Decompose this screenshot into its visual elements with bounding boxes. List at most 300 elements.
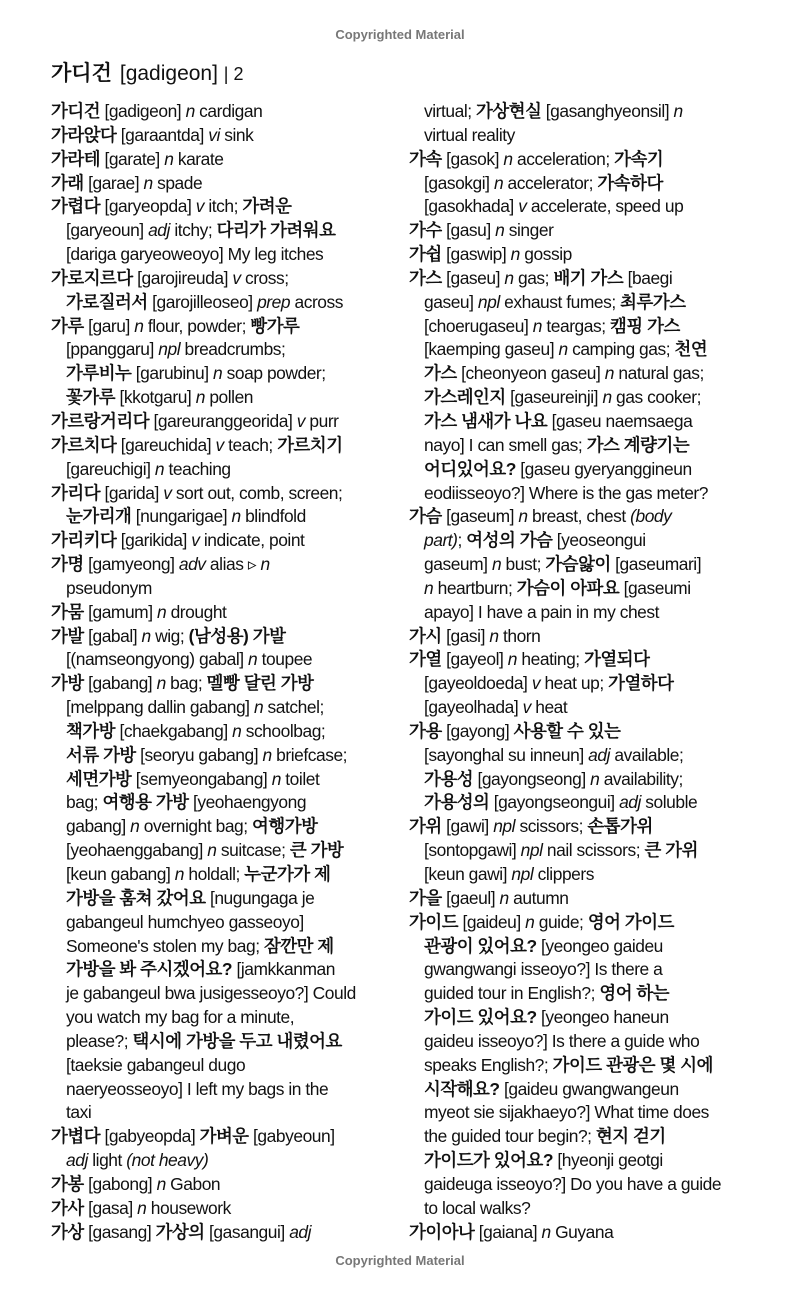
korean-term: (남성용) 가발 — [188, 625, 286, 646]
entry-text: breadcrumbs; — [180, 339, 286, 360]
entry-continuation-line — [409, 863, 754, 887]
entry-text: [gasokhada] — [424, 196, 519, 217]
entry-text: myeot sie sijakhaeyo?] What time does — [424, 1102, 709, 1123]
entry-text: exhaust fumes; — [499, 291, 621, 312]
entry-text: heating; — [517, 649, 585, 670]
korean-term: 가용성의 — [424, 792, 490, 813]
entry-text: [gasang] — [83, 1221, 156, 1242]
entry-text: [gareuchida] — [116, 434, 216, 455]
entry-text: [gaeul] — [441, 887, 500, 908]
korean-term: 가스레인지 — [424, 387, 506, 408]
korean-term: 어디있어요? — [424, 458, 516, 479]
korean-term: 현지 걷기 — [595, 1126, 666, 1147]
entry-continuation-line — [51, 505, 396, 529]
entry-text: teargas; — [542, 315, 611, 336]
entry-text: [gaswip] — [441, 244, 511, 265]
korean-term: 큰 가위 — [644, 840, 698, 861]
entry-text: [gasi] — [441, 625, 490, 646]
entry-text: naeryeosseoyo] I left my bags in the — [66, 1078, 329, 1099]
entry-text: [gadigeon] — [100, 101, 186, 121]
entry-text: bust; — [501, 554, 546, 575]
part-of-speech: npl — [511, 864, 534, 884]
part-of-speech: n — [262, 744, 272, 765]
entry-continuation-line — [409, 482, 754, 506]
entry-text: [gayeolhada] — [424, 697, 523, 718]
part-of-speech: n — [253, 697, 264, 718]
entry-text: [gaseumari] — [610, 554, 702, 575]
entry-text: cardigan — [194, 101, 263, 121]
entry-continuation-line — [51, 338, 396, 362]
entry-text: teaching — [164, 458, 231, 479]
part-of-speech: v — [518, 196, 527, 217]
korean-term: 가위 — [409, 816, 442, 837]
korean-term: 가스 계량기는 — [586, 434, 690, 455]
entry-continuation-line — [51, 744, 396, 768]
korean-term: 손톱가위 — [587, 816, 653, 837]
korean-term: 가르랑거리다 — [51, 410, 150, 431]
part-of-speech: n — [195, 387, 205, 408]
entry-text: [gasok] — [441, 148, 504, 169]
entry-continuation-line — [51, 291, 396, 315]
entry-text: guided tour in English?; — [424, 983, 600, 1004]
part-of-speech: adj — [289, 1221, 312, 1242]
entry-continuation-line — [51, 648, 396, 672]
korean-term: 멜빵 달린 가방 — [206, 673, 314, 694]
entry-continuation-line — [409, 1101, 754, 1125]
entry-text: [gasu] — [441, 220, 496, 241]
korean-term: 가을 — [409, 887, 442, 908]
entry-continuation-line — [51, 815, 396, 839]
entry-continuation-line — [409, 1006, 754, 1030]
entry-text: to local walks? — [424, 1197, 531, 1218]
entry-continuation-line — [409, 458, 754, 482]
entry-line — [409, 625, 754, 649]
entry-text: gwangwangi isseoyo?] Is there a — [424, 959, 663, 980]
korean-term: 가속하다 — [597, 172, 663, 193]
entry-continuation-line — [409, 172, 754, 196]
entry-text: [keun gawi] — [424, 864, 512, 884]
korean-term: 여행가방 — [252, 816, 318, 837]
korean-term: 가이드 있어요? — [424, 1007, 537, 1028]
part-of-speech: n — [503, 148, 513, 169]
entry-continuation-line — [409, 386, 754, 410]
entry-text: [gabyeopda] — [100, 1126, 200, 1147]
korean-term: 가방을 훔쳐 갔어요 — [66, 887, 206, 908]
entry-text: [nugungaga je — [205, 887, 315, 908]
entry-text: sort out, comb, screen; — [171, 482, 343, 503]
copyright-notice-bottom: Copyrighted Material — [335, 1253, 465, 1268]
entry-line — [51, 267, 396, 291]
korean-term: 천연 — [674, 339, 708, 360]
entry-text: [yeohaengyong — [188, 792, 307, 813]
korean-term: 여행용 가방 — [102, 792, 189, 813]
entry-continuation-line — [409, 1030, 754, 1054]
part-of-speech: n — [604, 363, 615, 384]
entry-text: soluble — [640, 792, 698, 813]
entry-text: wig; — [150, 625, 189, 646]
entry-text: accelerator; — [503, 172, 598, 193]
korean-term: 가루 — [51, 315, 84, 336]
entry-text: [dariga garyeoweoyo] My leg itches — [66, 244, 324, 265]
entry-text: cross; — [240, 267, 289, 288]
part-of-speech: n — [525, 911, 535, 932]
part-of-speech: n — [130, 816, 140, 837]
entry-line — [51, 195, 396, 219]
entry-text: [garu] — [83, 315, 135, 336]
entry-text: soap powder; — [222, 363, 326, 384]
entry-continuation-line — [409, 315, 754, 339]
korean-term: 영어 하는 — [599, 983, 670, 1004]
entry-line — [51, 410, 396, 434]
entry-text: available; — [610, 744, 684, 765]
entry-continuation-line — [51, 935, 396, 959]
entry-line — [51, 1197, 396, 1221]
korean-term: 가명 — [51, 554, 84, 575]
korean-term: 눈가리개 — [66, 506, 132, 527]
korean-term: 배기 가스 — [553, 267, 624, 288]
entry-continuation-line — [51, 1030, 396, 1054]
entry-text: [gayeoldoeda] — [424, 673, 532, 694]
part-of-speech: v — [195, 196, 204, 217]
korean-term: 가시 — [409, 625, 442, 646]
entry-continuation-line — [409, 935, 754, 959]
entry-continuation-line — [409, 434, 754, 458]
part-of-speech: (not heavy) — [126, 1150, 209, 1171]
dictionary-column-left — [51, 100, 396, 1245]
entry-continuation-line — [409, 100, 754, 124]
entry-text: suitcase; — [216, 840, 290, 861]
korean-term: 가이드 관광은 몇 시에 — [552, 1054, 713, 1075]
part-of-speech: n — [602, 387, 612, 408]
entry-text: [ppanggaru] — [66, 339, 159, 360]
entry-continuation-line — [409, 291, 754, 315]
entry-line — [409, 1221, 754, 1245]
part-of-speech: n — [164, 148, 174, 169]
entry-text: drought — [166, 601, 227, 622]
part-of-speech: n — [141, 625, 151, 646]
korean-term: 가방을 봐 주시겠어요? — [66, 959, 233, 980]
entry-text: bag; — [165, 673, 207, 694]
entry-line — [51, 529, 396, 553]
entry-continuation-line — [409, 124, 754, 148]
korean-term: 가스 냄새가 나요 — [424, 410, 548, 431]
korean-term: 시작해요? — [424, 1078, 500, 1099]
entry-text: [(namseongyong) gabal] — [66, 649, 249, 670]
entry-continuation-line — [51, 887, 396, 911]
entry-continuation-line — [51, 768, 396, 792]
entry-text: overnight bag; — [139, 816, 253, 837]
entry-text: eodiisseoyo?] Where is the gas meter? — [424, 482, 708, 503]
entry-continuation-line — [409, 553, 754, 577]
entry-text: [gaseum] — [441, 506, 519, 527]
entry-line — [409, 243, 754, 267]
part-of-speech: n — [489, 625, 499, 646]
entry-line — [51, 172, 396, 196]
korean-term: 빵가루 — [250, 315, 300, 336]
entry-text: [gamum] — [83, 601, 157, 622]
entry-line — [409, 219, 754, 243]
part-of-speech: npl — [158, 339, 181, 360]
entry-text: [gabang] — [83, 673, 157, 694]
entry-text: gaseu] — [424, 291, 478, 312]
part-of-speech: npl — [520, 840, 543, 861]
entry-text: [semyeongabang] — [131, 768, 272, 789]
entry-text: [gasa] — [83, 1197, 138, 1218]
entry-continuation-line — [51, 1101, 396, 1125]
entry-text: gas cooker; — [611, 387, 702, 408]
korean-term: 가스 — [409, 267, 442, 288]
korean-term: 가라앉다 — [51, 124, 117, 145]
entry-text: you watch my bag for a minute, — [66, 1007, 295, 1028]
entry-text: scissors; — [515, 816, 588, 837]
part-of-speech: v — [232, 267, 241, 288]
entry-continuation-line — [409, 1078, 754, 1102]
entry-text: pollen — [204, 387, 254, 408]
part-of-speech: n — [532, 315, 542, 336]
entry-line — [51, 601, 396, 625]
part-of-speech: n — [134, 315, 144, 336]
entry-line — [51, 315, 396, 339]
korean-term: 가이아나 — [409, 1221, 475, 1242]
entry-text: gaseum] — [424, 554, 492, 575]
part-of-speech: n — [499, 887, 509, 908]
entry-text: gossip — [519, 244, 572, 265]
korean-term: 가방 — [51, 673, 84, 694]
entry-line — [51, 625, 396, 649]
entry-text: [nungarigae] — [131, 506, 232, 527]
entry-text: [gabal] — [83, 625, 142, 646]
korean-term: 사용할 수 있는 — [513, 720, 621, 741]
entry-text: purr — [305, 410, 339, 431]
entry-text: indicate, point — [199, 530, 305, 551]
part-of-speech: n — [143, 172, 153, 193]
entry-text: gabangeul humchyeo gasseoyo] — [66, 911, 304, 932]
entry-text: gabang] — [66, 816, 131, 837]
korean-term: 관광이 있어요? — [424, 935, 537, 956]
entry-continuation-line — [51, 958, 396, 982]
korean-term: 가수 — [409, 220, 442, 241]
korean-term: 가봉 — [51, 1173, 84, 1194]
korean-term: 가슴앓이 — [545, 554, 611, 575]
entry-continuation-line — [409, 1149, 754, 1173]
entry-line — [409, 720, 754, 744]
entry-text: [garae] — [83, 172, 144, 193]
part-of-speech: n — [156, 1173, 166, 1194]
korean-term: 가열하다 — [608, 673, 674, 694]
part-of-speech: n — [185, 101, 195, 121]
entry-text: virtual; — [424, 101, 477, 121]
korean-term: 캠핑 가스 — [610, 315, 680, 336]
copyright-notice-top: Copyrighted Material — [335, 27, 465, 42]
entry-text: gaideuga isseoyo?] Do you have a guide — [424, 1173, 722, 1194]
entry-text: [gaseureinji] — [505, 387, 603, 408]
entry-continuation-line — [409, 529, 754, 553]
part-of-speech: n — [232, 720, 242, 741]
entry-text: blindfold — [240, 506, 306, 527]
korean-term: 가열되다 — [584, 649, 650, 670]
part-of-speech: adj — [66, 1150, 88, 1171]
entry-text: [garubinu] — [131, 363, 214, 384]
korean-term: 가르치다 — [51, 434, 117, 455]
part-of-speech: n — [491, 554, 502, 575]
entry-text: nail scissors; — [542, 840, 645, 861]
entry-text: spade — [152, 172, 203, 193]
entry-continuation-line — [51, 577, 396, 601]
entry-text: [sontopgawi] — [424, 840, 521, 861]
korean-term: 가이드 — [409, 911, 459, 932]
korean-term: 가속기 — [614, 148, 664, 169]
entry-text: apayo] I have a pain in my chest — [424, 601, 660, 622]
entry-text: [taeksie gabangeul dugo — [66, 1054, 246, 1075]
korean-term: 가속 — [409, 148, 442, 169]
korean-term: 잠깐만 제 — [263, 935, 334, 956]
korean-term: 가루비누 — [66, 363, 132, 384]
part-of-speech: n — [590, 768, 600, 789]
entry-text: [gasanghyeonsil] — [541, 101, 674, 121]
entry-text: pseudonym — [66, 577, 152, 598]
entry-text: [gabong] — [83, 1173, 157, 1194]
entry-continuation-line — [409, 1173, 754, 1197]
entry-line — [51, 1173, 396, 1197]
korean-term: 가이드가 있어요? — [424, 1150, 554, 1171]
entry-continuation-line — [51, 362, 396, 386]
entry-line — [51, 553, 396, 577]
entry-continuation-line — [51, 982, 396, 1006]
entry-text: [garojireuda] — [132, 267, 233, 288]
entry-text: [gaideu] — [458, 911, 526, 932]
entry-line — [409, 911, 754, 935]
entry-text: please?; — [66, 1030, 133, 1051]
part-of-speech: n — [154, 458, 165, 479]
korean-term: 가상현실 — [476, 101, 542, 121]
part-of-speech: v — [522, 697, 531, 718]
part-of-speech: n — [213, 363, 223, 384]
korean-term: 가슴 — [409, 506, 442, 527]
entry-text: toilet — [280, 768, 320, 789]
entry-text: [gayeol] — [441, 649, 508, 670]
entry-text: natural gas; — [614, 363, 704, 384]
entry-continuation-line — [409, 696, 754, 720]
entry-text: [garyeopda] — [100, 196, 196, 217]
entry-continuation-line — [409, 195, 754, 219]
entry-text: [gayongseong] — [473, 768, 591, 789]
entry-text: light — [87, 1150, 127, 1171]
entry-text: [yeohaenggabang] — [66, 840, 208, 861]
entry-text: [gaseu] — [441, 267, 505, 288]
entry-text: je gabangeul bwa jusigesseoyo?] Could — [66, 983, 356, 1004]
entry-text: [gamyeong] — [83, 554, 179, 575]
entry-text: [gayong] — [441, 720, 514, 741]
entry-text: [yeoseongui — [552, 530, 646, 551]
entry-text: taxi — [66, 1102, 92, 1123]
korean-term: 가려운 — [242, 196, 292, 217]
entry-continuation-line — [51, 1054, 396, 1078]
part-of-speech: npl — [477, 291, 500, 312]
part-of-speech: vi — [208, 124, 220, 145]
entry-continuation-line — [51, 911, 396, 935]
entry-text: [choerugaseu] — [424, 315, 533, 336]
part-of-speech: v — [163, 482, 172, 503]
running-head — [51, 57, 243, 87]
entry-text: [kaemping gaseu] — [424, 339, 559, 360]
entry-text: [baegi — [623, 267, 673, 288]
entry-text: [gaseumi — [619, 577, 691, 598]
korean-term: 가용 — [409, 720, 442, 741]
entry-text: [gareuchigi] — [66, 458, 155, 479]
entry-text: singer — [504, 220, 554, 241]
korean-term: 가리키다 — [51, 530, 117, 551]
entry-text: toupee — [257, 649, 313, 670]
part-of-speech: adj — [619, 792, 641, 813]
entry-text: satchel; — [263, 697, 324, 718]
entry-continuation-line — [409, 1125, 754, 1149]
entry-text: [garida] — [100, 482, 164, 503]
entry-line — [409, 648, 754, 672]
entry-text: acceleration; — [512, 148, 615, 169]
entry-text: [kkotgaru] — [115, 387, 196, 408]
entry-text: [yeongeo haneun — [536, 1007, 669, 1028]
entry-continuation-line — [409, 958, 754, 982]
part-of-speech: (body — [630, 506, 672, 527]
entry-continuation-line — [409, 410, 754, 434]
korean-term: 가사 — [51, 1197, 84, 1218]
page-number: | 2 — [223, 64, 244, 84]
entry-text: [gaideu gwangwangeun — [499, 1078, 679, 1099]
part-of-speech: n — [673, 101, 683, 121]
entry-text: nayo] I can smell gas; — [424, 434, 587, 455]
korean-term: 서류 가방 — [66, 744, 136, 765]
entry-text: accelerate, speed up — [526, 196, 684, 217]
entry-text: thorn — [498, 625, 541, 646]
part-of-speech: n — [248, 649, 258, 670]
entry-text: [garaantda] — [116, 124, 209, 145]
entry-text: [gawi] — [441, 816, 494, 837]
entry-text: housework — [146, 1197, 231, 1218]
korean-term: 가로질러서 — [66, 291, 148, 312]
korean-term: 책가방 — [66, 720, 116, 741]
entry-continuation-line — [51, 243, 396, 267]
entry-line — [51, 148, 396, 172]
running-head-romanization: [gadigeon] — [119, 62, 218, 85]
part-of-speech: adv — [178, 554, 206, 575]
entry-text: [gaiana] — [474, 1221, 542, 1242]
entry-text: ; — [457, 530, 467, 551]
entry-continuation-line — [409, 338, 754, 362]
entry-text: sink — [219, 124, 254, 145]
entry-line — [409, 505, 754, 529]
entry-continuation-line — [51, 839, 396, 863]
entry-text: [keun gabang] — [66, 864, 175, 884]
entry-text: speaks English?; — [424, 1054, 553, 1075]
entry-text: [melppang dallin gabang] — [66, 697, 254, 718]
part-of-speech: v — [296, 410, 305, 431]
korean-term: 가쉽 — [409, 244, 442, 265]
part-of-speech: adj — [148, 220, 170, 241]
entry-continuation-line — [409, 601, 754, 625]
entry-continuation-line — [51, 1006, 396, 1030]
korean-term: 세면가방 — [66, 768, 132, 789]
entry-line — [51, 482, 396, 506]
korean-term: 가디건 — [51, 101, 101, 121]
entry-text: [seoryu gabang] — [135, 744, 263, 765]
entry-continuation-line — [51, 720, 396, 744]
entry-continuation-line — [409, 577, 754, 601]
dictionary-column-right — [409, 100, 754, 1245]
entry-text: autumn — [508, 887, 569, 908]
part-of-speech: prep — [257, 291, 291, 312]
korean-term: 가볍다 — [51, 1126, 101, 1147]
entry-text: itchy; — [169, 220, 217, 241]
